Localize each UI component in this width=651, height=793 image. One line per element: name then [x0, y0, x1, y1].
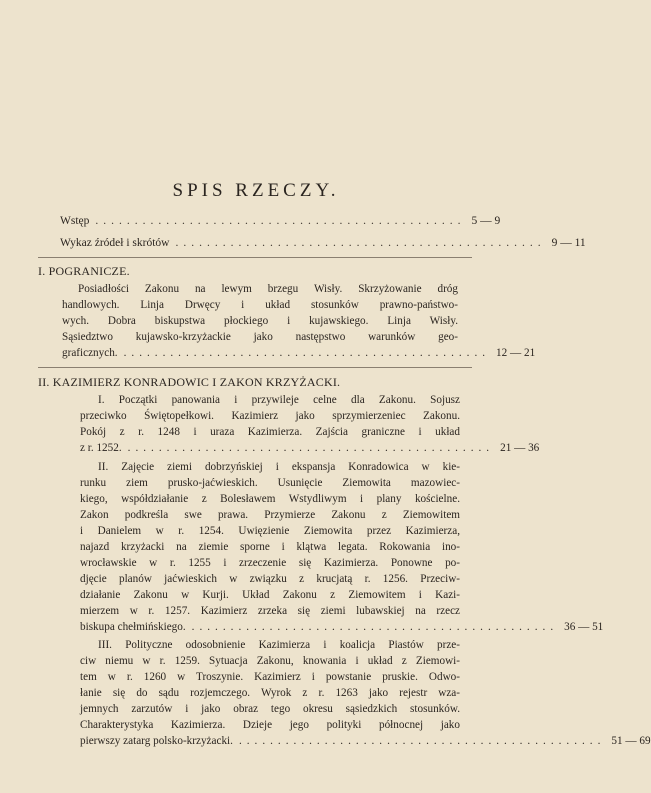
toc-entry-introduction	[60, 213, 501, 229]
page-title: SPIS RZECZY.	[172, 180, 340, 201]
paragraph-line: z r. 1252.	[80, 442, 122, 454]
paragraph-line: Zakon podkreśla swe prawa. Przymierze Zakonu z Ziemowitem	[80, 509, 460, 521]
toc-entry-pages: 9 — 11	[551, 237, 586, 249]
leader-dots: ...............................................	[127, 442, 495, 454]
section-divider	[38, 257, 472, 258]
paragraph-last-line	[80, 440, 540, 456]
paragraph-line: Sąsiedztwo kujawsko-krzyżackie jako następstwo warunków geo-	[62, 331, 458, 343]
paragraph-line: II. Zajęcie ziemi dobrzyńskiej i ekspansja Konradowica w kie-	[98, 461, 460, 473]
paragraph-line: tem w r. 1260 w Troszynie. Kazimierz i powstanie pruskie. Odwo-	[80, 671, 460, 683]
section-heading-1: I. POGRANICZE.	[38, 264, 130, 278]
paragraph-line: i Danielem w r. 1254. Uwięzienie Ziemowita przez Kazimierza,	[80, 525, 460, 537]
paragraph-line: graficznych.	[62, 347, 118, 359]
toc-entry-pages: 36 — 51	[564, 621, 604, 633]
paragraph-line: pierwszy zatarg polsko-krzyżacki.	[80, 735, 233, 747]
leader-dots: ...............................................	[95, 215, 466, 227]
toc-entry-label: Wstęp	[60, 215, 90, 227]
paragraph-line: I. Początki panowania i przywileje celne dla Zakonu. Sojusz	[98, 394, 460, 406]
paragraph-line: Posiadłości Zakonu na lewym brzegu Wisły. Skrzyżowanie dróg	[78, 283, 458, 295]
paragraph-line: djęcie planów jaćwieskich w związku z krucjatą r. 1256. Przeciw-	[80, 573, 460, 585]
paragraph-line: Charakterystyka Kazimierza. Dzieje jego polityki północnej jako	[80, 719, 460, 731]
leader-dots: ...............................................	[123, 347, 491, 359]
paragraph-line: mierzem w r. 1257. Kazimierz zrzeka się ziemi lubawskiej na rzecz	[80, 605, 460, 617]
leader-dots: ...............................................	[175, 237, 546, 249]
paragraph-line: najazd krzyżacki na ziemie sporne i klątwa legata. Rokowania ino-	[80, 541, 460, 553]
paragraph-line: łanie się do sądu rozjemczego. Wyrok z r. 1263 jako rejestr wza-	[80, 687, 460, 699]
toc-entry-pages: 51 — 69	[611, 735, 651, 747]
paragraph-line: wrocławskie w r. 1255 i zrzeczenie się Kazimierza. Ponowne po-	[80, 557, 460, 569]
paragraph-line: kiego, współdziałanie z Bolesławem Wstydliwym i plany kościelne.	[80, 493, 460, 505]
paragraph-line: jemnych zarzutów i jako obraz tego okresu sąsiedzkich stosunków.	[80, 703, 460, 715]
paragraph-line: przeciwko Świętopełkowi. Kazimierz jako sprzymierzeniec Zakonu.	[80, 410, 460, 422]
toc-entry-pages: 12 — 21	[496, 347, 536, 359]
paragraph-line: wych. Dobra biskupstwa płockiego i kujawskiego. Linja Wisły.	[62, 315, 458, 327]
section-divider	[38, 367, 472, 368]
toc-entry-sources	[60, 235, 586, 251]
paragraph-line: ciw niemu w r. 1259. Sytuacja Zakonu, knowania i układ z Ziemowi-	[80, 655, 460, 667]
paragraph-line: Pokój z r. 1248 i uraza Kazimierza. Zajścia graniczne i układ	[80, 426, 460, 438]
paragraph-line: III. Polityczne odosobnienie Kazimierza i koalicja Piastów prze-	[98, 639, 460, 651]
leader-dots: ...............................................	[238, 735, 606, 747]
section-heading-2: II. KAZIMIERZ KONRADOWIC I ZAKON KRZYŻACKI.	[38, 375, 341, 389]
paragraph-line: handlowych. Linja Drwęcy i układ stosunków prawno-państwo-	[62, 299, 458, 311]
paragraph-line: runku ziem prusko-jaćwieskich. Usunięcie Ziemowita mazowiec-	[80, 477, 460, 489]
paragraph-line: biskupa chełmińskiego.	[80, 621, 186, 633]
leader-dots: ...............................................	[191, 621, 559, 633]
toc-entry-label: Wykaz źródeł i skrótów	[60, 237, 170, 249]
paragraph-last-line	[62, 345, 536, 361]
paragraph-last-line	[80, 733, 651, 749]
toc-entry-pages: 5 — 9	[471, 215, 501, 227]
paragraph-last-line	[80, 619, 604, 635]
paragraph-line: działanie Zakonu w Kurji. Układ Zakonu z Ziemowitem i Kazi-	[80, 589, 460, 601]
toc-entry-pages: 21 — 36	[500, 442, 540, 454]
